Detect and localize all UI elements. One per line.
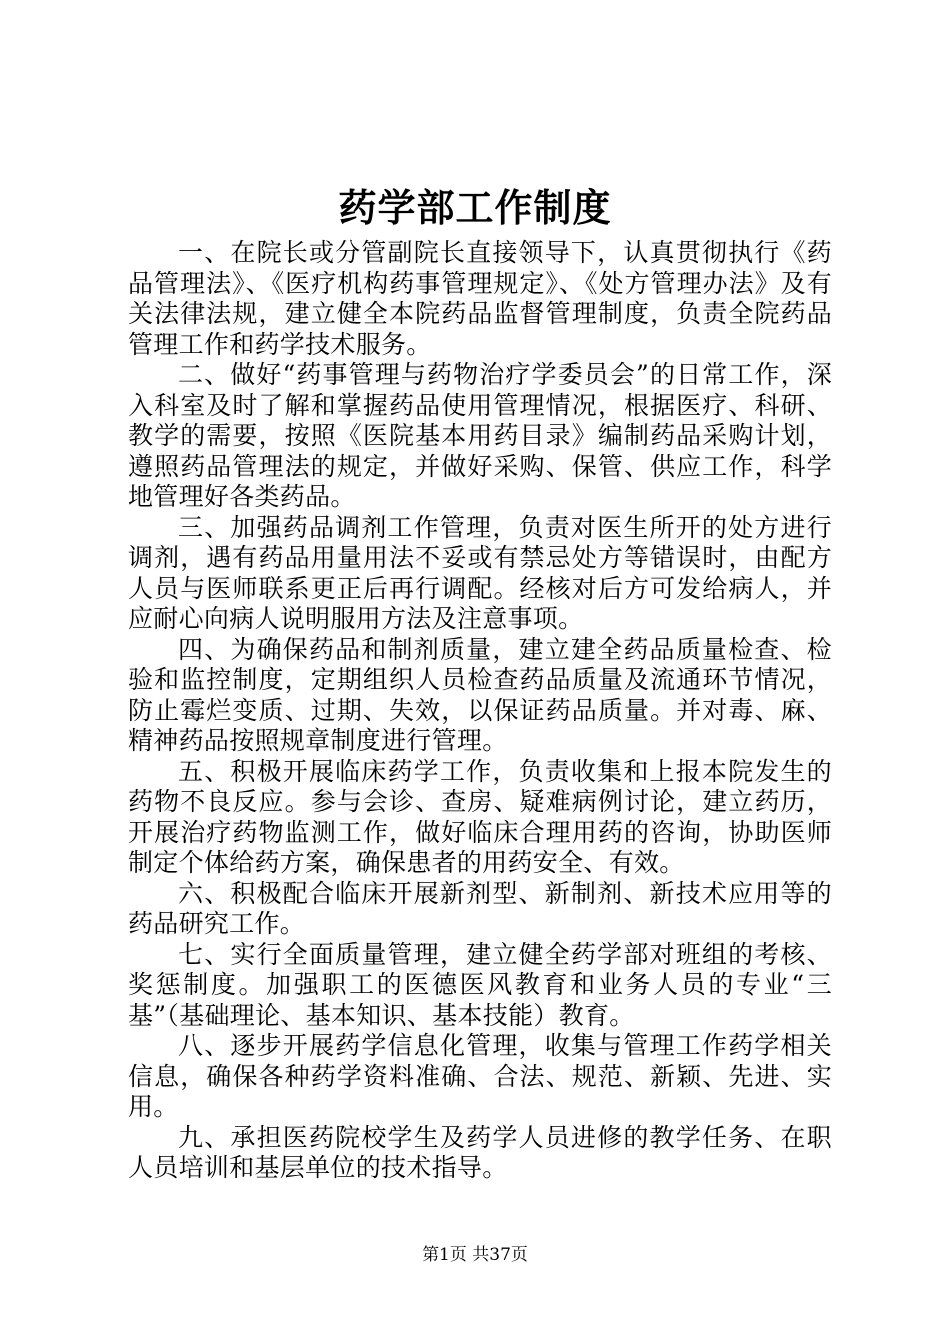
paragraph-2: 二、做好“药事管理与药物治疗学委员会”的日常工作，深入科室及时了解和掌握药品使用管理情况，根据医疗、科研、教学的需要，按照《医院基本用药目录》编制药品采购计划，遵照药品管理法的规定，并做好采购、保管、供应工作，科学地管理好各类药品。 [128, 360, 832, 511]
paragraph-8: 八、逐步开展药学信息化管理，收集与管理工作药学相关信息，确保各种药学资料准确、合法、规范、新颖、先进、实用。 [128, 1031, 832, 1121]
paragraph-7: 七、实行全面质量管理，建立健全药学部对班组的考核、奖惩制度。加强职工的医德医风教育和业务人员的专业“三基”（基础理论、基本知识、基本技能）教育。 [128, 939, 832, 1030]
paragraph-5: 五、积极开展临床药学工作，负责收集和上报本院发生的药物不良反应。参与会诊、查房、疑难病例讨论，建立药历，开展治疗药物监测工作，做好临床合理用药的咨询，协助医师制定个体给药方案，确保患者的用药安全、有效。 [128, 756, 832, 877]
document-body [128, 238, 832, 1184]
page-number-footer: 第1页 共37页 [422, 1245, 528, 1265]
document-title: 药学部工作制度 [338, 185, 612, 230]
paragraph-9: 九、承担医药院校学生及药学人员进修的教学任务、在职人员培训和基层单位的技术指导。 [128, 1122, 832, 1182]
paragraph-3: 三、加强药品调剂工作管理，负责对医生所开的处方进行调剂，遇有药品用量用法不妥或有禁忌处方等错误时，由配方人员与医师联系更正后再行调配。经核对后方可发给病人，并应耐心向病人说明服用方法及注意事项。 [128, 512, 832, 633]
paragraph-6: 六、积极配合临床开展新剂型、新制剂、新技术应用等的药品研究工作。 [128, 878, 832, 938]
paragraph-4: 四、为确保药品和制剂质量，建立建全药品质量检查、检验和监控制度，定期组织人员检查药品质量及流通环节情况，防止霉烂变质、过期、失效，以保证药品质量。并对毒、麻、精神药品按照规章制度进行管理。 [128, 634, 832, 755]
paragraph-1: 一、在院长或分管副院长直接领导下，认真贯彻执行《药品管理法》、《医疗机构药事管理规定》、《处方管理办法》及有关法律法规，建立健全本院药品监督管理制度，负责全院药品管理工作和药学技术服务。 [128, 238, 832, 359]
